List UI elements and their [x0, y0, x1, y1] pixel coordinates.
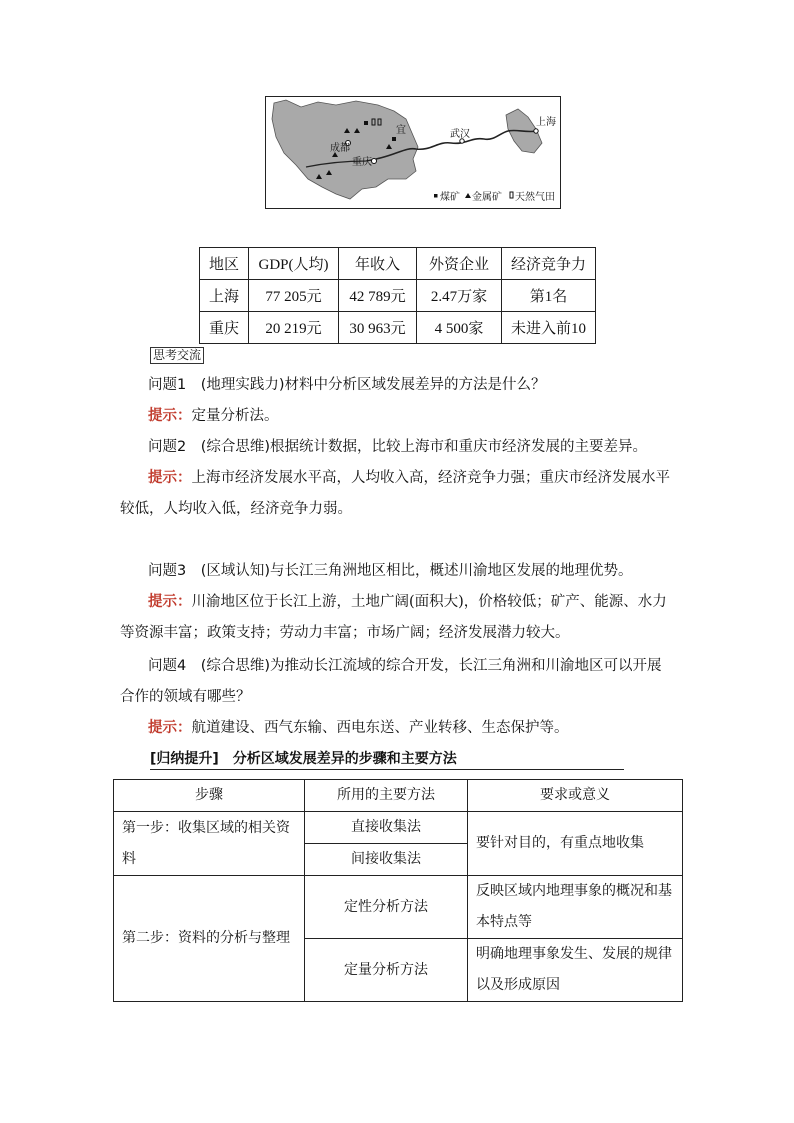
question-title: 问题3 (区域认知)与长江三角洲地区相比，概述川渝地区发展的地理优势。	[148, 563, 633, 579]
analysis-steps-table	[113, 779, 683, 1002]
legend-metal: 金属矿	[472, 192, 502, 203]
step-cell: 第一步：收集区域的相关资料	[114, 812, 305, 876]
wuhan-label: 武汉	[450, 129, 470, 140]
map-legend	[434, 190, 555, 203]
method-cell: 直接收集法	[305, 812, 468, 844]
hint-text: 上海市经济发展水平高，人均收入高，经济竞争力强；重庆市经济发展水平较低，人均收入低，经济竞争力弱。	[120, 470, 670, 517]
table-row	[200, 280, 596, 312]
legend-gas: 天然气田	[515, 192, 555, 203]
header-cell: GDP(人均)	[249, 248, 339, 280]
hint-label: 提示：	[148, 720, 192, 736]
header-cell: 经济竞争力	[502, 248, 596, 280]
question-4	[120, 651, 676, 744]
method-cell: 定量分析方法	[305, 939, 468, 1002]
table-row	[200, 312, 596, 344]
header-cell: 所用的主要方法	[305, 780, 468, 812]
table-cell: 重庆	[200, 312, 249, 344]
economic-stats-table	[199, 247, 596, 344]
question-2	[120, 432, 676, 525]
think-exchange-tag: 思考交流	[150, 347, 204, 364]
header-cell: 步骤	[114, 780, 305, 812]
question-title: 问题1 (地理实践力)材料中分析区域发展差异的方法是什么？	[148, 377, 546, 393]
header-cell: 年收入	[339, 248, 417, 280]
shanghai-label: 上海	[536, 117, 556, 128]
chengdu-label: 成都	[330, 143, 350, 154]
yichang-label: 宜	[396, 125, 406, 136]
hint-label: 提示：	[148, 408, 192, 424]
table-cell: 第1名	[502, 280, 596, 312]
shanghai-marker	[534, 129, 538, 133]
requirement-cell: 明确地理事象发生、发展的规律以及形成原因	[468, 939, 683, 1002]
table-cell: 77 205元	[249, 280, 339, 312]
hint-text: 航道建设、西气东输、西电东送、产业转移、生态保护等。	[191, 720, 569, 736]
question-title: 问题4 (综合思维)为推动长江流域的综合开发，长江三角洲和川渝地区可以开展合作的领域有哪些？	[120, 658, 662, 705]
requirement-cell: 要针对目的，有重点地收集	[468, 812, 683, 876]
table-cell: 未进入前10	[502, 312, 596, 344]
hint-text: 川渝地区位于长江上游，土地广阔(面积大)，价格较低；矿产、能源、水力等资源丰富；政策支持；劳动力丰富；市场广阔；经济发展潜力较大。	[120, 594, 667, 641]
chongqing-label: 重庆	[352, 157, 372, 168]
yangtze-region-map	[265, 96, 561, 209]
step-cell: 第二步：资料的分析与整理	[114, 876, 305, 1002]
table-cell: 42 789元	[339, 280, 417, 312]
table-header-row	[200, 248, 596, 280]
table-cell: 上海	[200, 280, 249, 312]
requirement-cell: 反映区域内地理事象的概况和基本特点等	[468, 876, 683, 939]
question-1	[120, 370, 676, 432]
table-row	[114, 812, 683, 844]
chongqing-marker	[372, 159, 377, 164]
legend-coal: 煤矿	[440, 192, 460, 203]
hint-label: 提示：	[148, 470, 192, 486]
question-3	[120, 556, 676, 649]
method-cell: 定性分析方法	[305, 876, 468, 939]
header-cell: 要求或意义	[468, 780, 683, 812]
table-cell: 4 500家	[417, 312, 502, 344]
header-cell: 外资企业	[417, 248, 502, 280]
table-cell: 20 219元	[249, 312, 339, 344]
method-cell: 间接收集法	[305, 844, 468, 876]
hint-text: 定量分析法。	[191, 408, 279, 424]
question-title: 问题2 (综合思维)根据统计数据，比较上海市和重庆市经济发展的主要差异。	[148, 439, 648, 455]
table-cell: 30 963元	[339, 312, 417, 344]
table-cell: 2.47万家	[417, 280, 502, 312]
header-cell: 地区	[200, 248, 249, 280]
hint-label: 提示：	[148, 594, 192, 610]
summary-title: [归纳提升] 分析区域发展差异的步骤和主要方法	[150, 749, 624, 770]
table-header-row	[114, 780, 683, 812]
table-row	[114, 876, 683, 939]
